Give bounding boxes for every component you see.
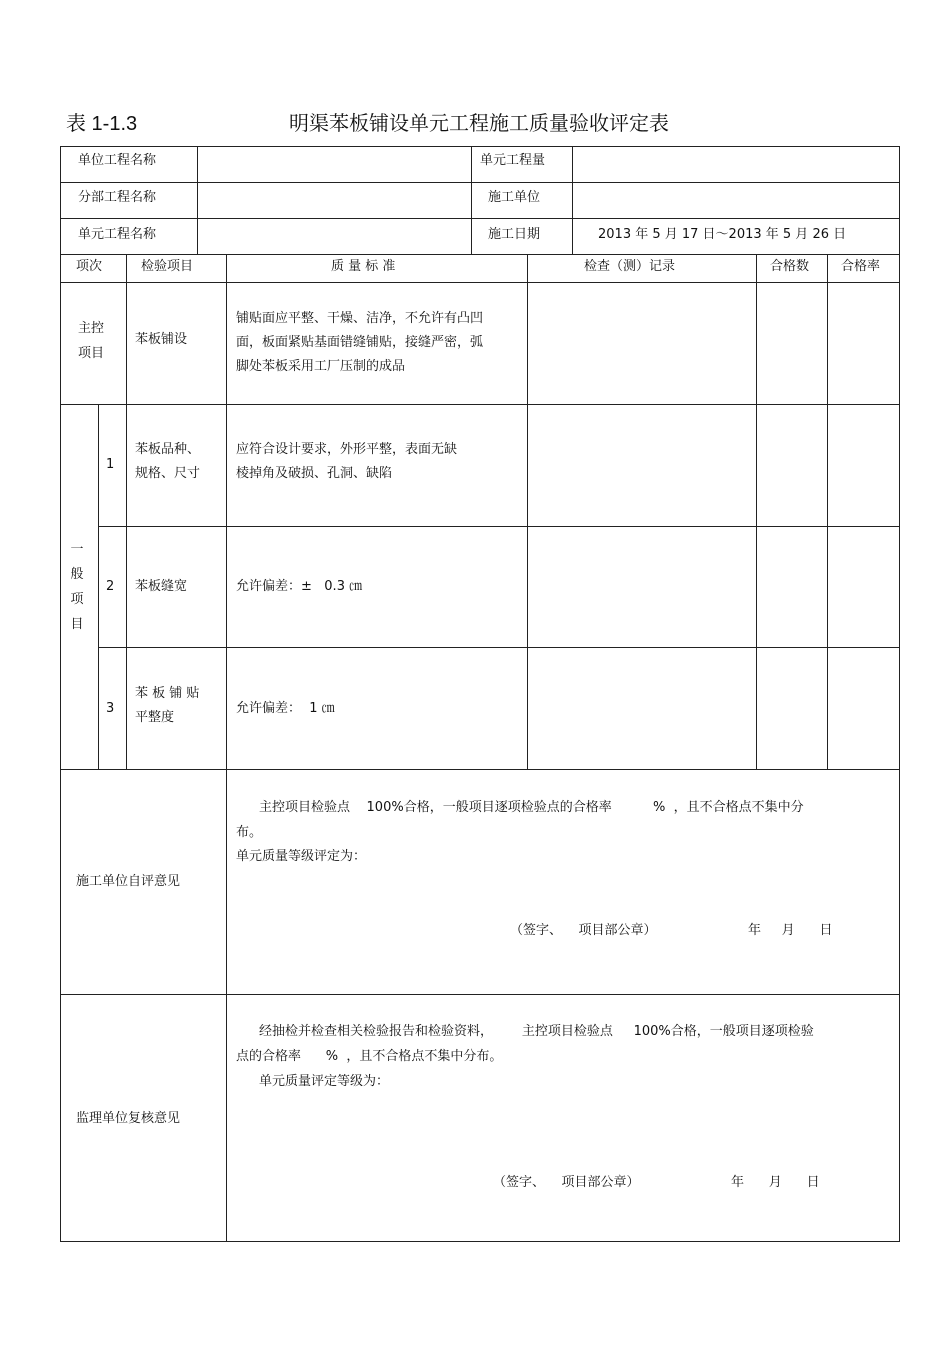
general-row-2-no: 2 xyxy=(106,579,115,594)
main-control-label-2: 项目 xyxy=(78,346,105,361)
general-row-2-standard: 允许偏差：± 0.3 ㎝ xyxy=(236,579,363,594)
col-record: 检查（测）记录 xyxy=(584,259,676,274)
supervisor-eval-sign: （签字、 项目部公章） xyxy=(493,1175,640,1190)
unit-quantity-label: 单元工程量 xyxy=(480,153,546,168)
supervisor-eval-line-1: 经抽检并检查相关检验报告和检验资料， 主控项目检验点 100%合格，一般项目逐项检验 xyxy=(259,1024,814,1039)
main-control-record-cell[interactable] xyxy=(528,283,756,404)
contractor-label: 施工单位 xyxy=(488,190,541,205)
self-eval-sign: （签字、 项目部公章） xyxy=(510,923,657,938)
table-number: 表 1-1.3 xyxy=(66,113,138,135)
supervisor-eval-line-3: 单元质量评定等级为： xyxy=(259,1074,390,1089)
col-item: 项次 xyxy=(76,259,103,274)
self-eval-line-2: 布。 xyxy=(236,825,263,840)
supervisor-eval-label: 监理单位复核意见 xyxy=(76,1111,181,1126)
self-eval-label: 施工单位自评意见 xyxy=(76,874,181,889)
element-label: 单元工程名称 xyxy=(78,227,157,242)
general-label: 一 般 项 目 xyxy=(70,542,84,632)
self-eval-date: 年 月 日 xyxy=(748,923,833,938)
date-value[interactable]: 2013 年 5 月 17 日～2013 年 5 月 26 日 xyxy=(598,227,847,242)
division-label: 分部工程名称 xyxy=(78,190,157,205)
date-label: 施工日期 xyxy=(488,227,541,242)
general-row-3-standard: 允许偏差： 1 ㎝ xyxy=(236,701,335,716)
self-eval-line-1: 主控项目检验点 100%合格，一般项目逐项检验点的合格率 % ，且不合格点不集中分 xyxy=(259,800,804,815)
supervisor-eval-date: 年 月 日 xyxy=(731,1175,820,1190)
standard-line: 脚处苯板采用工厂压制的成品 xyxy=(236,359,406,374)
standard-line: 面，板面紧贴基面错缝铺贴，接缝严密，弧 xyxy=(236,335,484,350)
self-eval-line-3: 单元质量等级评定为： xyxy=(236,849,367,864)
general-row-1-standard: 应符合设计要求，外形平整，表面无缺 棱掉角及破损、孔洞、缺陷 xyxy=(236,442,458,481)
col-pass-rate: 合格率 xyxy=(841,259,881,274)
general-row-3-item: 苯 板 铺 贴 平整度 xyxy=(135,686,200,725)
main-control-pass-rate-cell[interactable] xyxy=(828,283,899,404)
general-row-1-no: 1 xyxy=(106,457,115,472)
col-check-item: 检验项目 xyxy=(141,259,194,274)
standard-line: 铺贴面应平整、干燥、洁净，不允许有凸凹 xyxy=(236,311,484,326)
main-control-standard xyxy=(236,307,521,379)
main-control-item: 苯板铺设 xyxy=(135,332,188,347)
col-pass-count: 合格数 xyxy=(770,259,810,274)
page-title: 明渠苯板铺设单元工程施工质量验收评定表 xyxy=(289,111,669,135)
col-standard: 质 量 标 准 xyxy=(331,259,396,274)
general-row-1-item: 苯板品种、 规格、尺寸 xyxy=(135,442,201,481)
general-row-3-no: 3 xyxy=(106,701,115,716)
main-control-label-1: 主控 xyxy=(78,321,105,336)
supervisor-eval-line-2: 点的合格率 % ，且不合格点不集中分布。 xyxy=(236,1049,503,1064)
unit-project-label: 单位工程名称 xyxy=(78,153,157,168)
main-control-pass-count-cell[interactable] xyxy=(757,283,827,404)
general-row-2-item: 苯板缝宽 xyxy=(135,579,188,594)
